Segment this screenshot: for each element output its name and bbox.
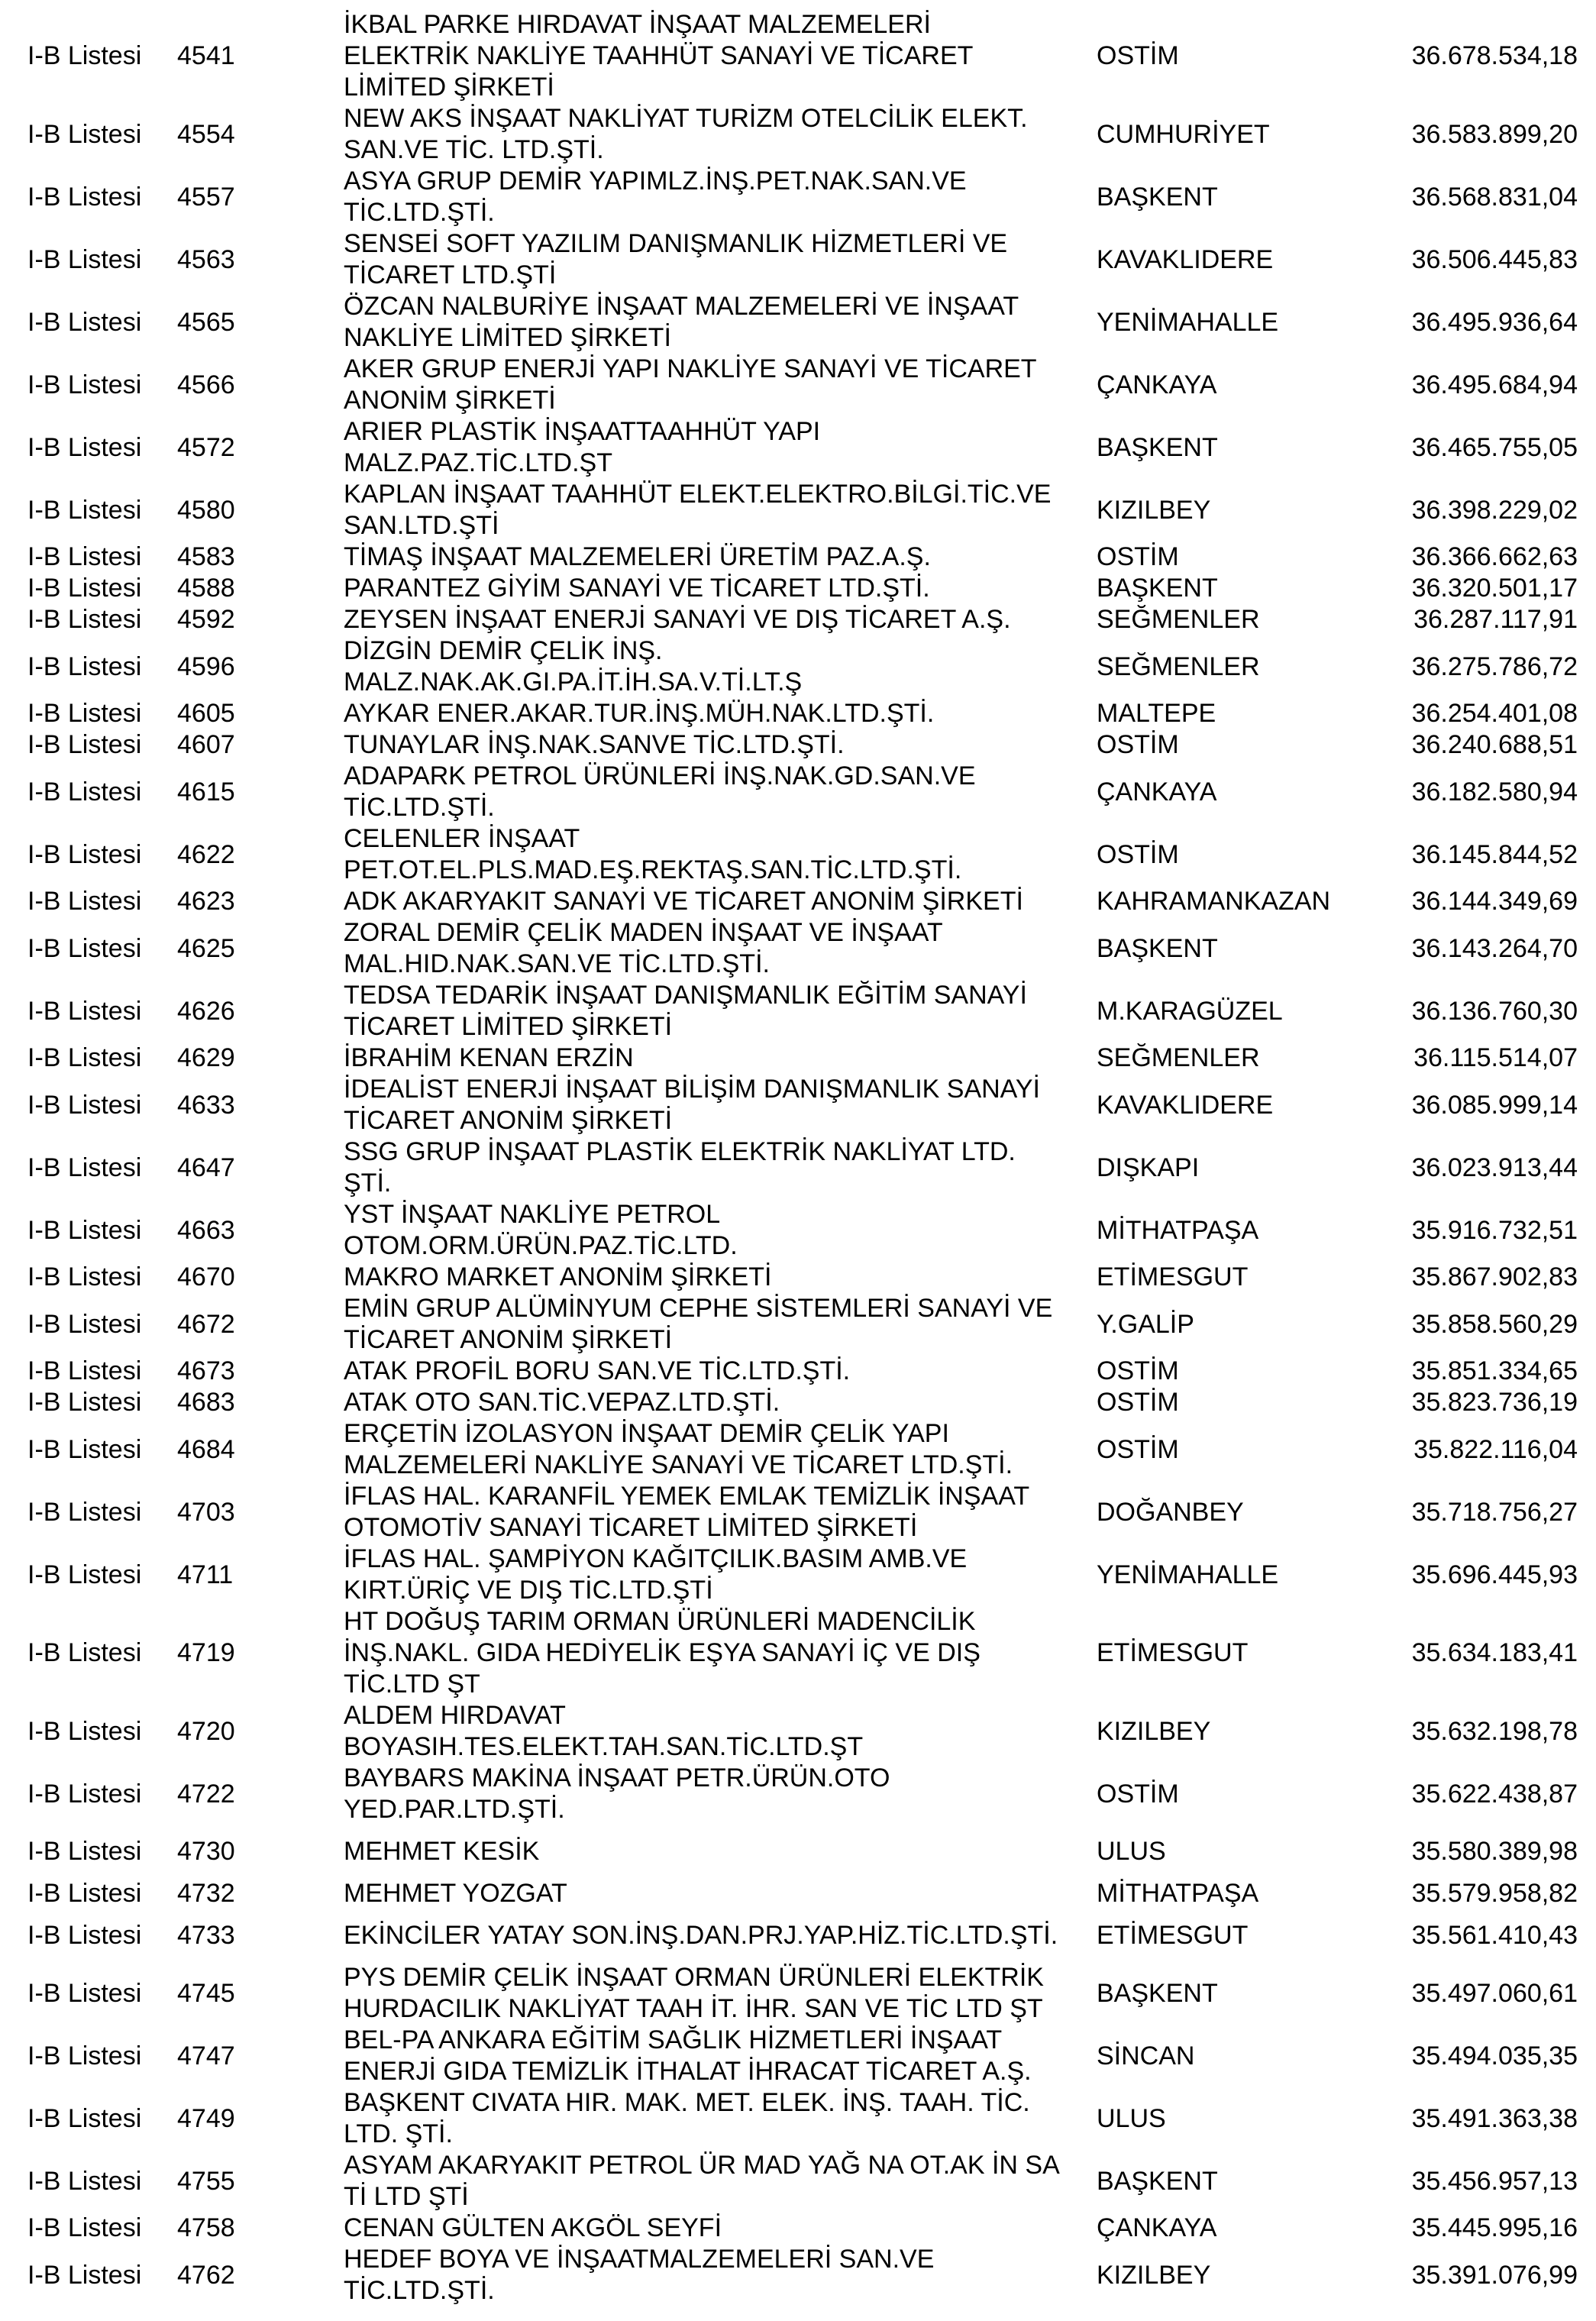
list-cell: I-B Listesi — [27, 574, 142, 603]
company-name-cell: ARIER PLASTİK İNŞAATTAAHHÜT YAPI MALZ.PAZ.TİC.LTD.ŞT — [344, 417, 821, 477]
tax-office-cell: KAVAKLIDERE — [1097, 1090, 1274, 1120]
row-number-cell: 4732 — [177, 1879, 235, 1908]
list-cell: I-B Listesi — [27, 699, 142, 728]
list-cell: I-B Listesi — [27, 2041, 142, 2070]
amount-cell: 35.916.732,51 — [1411, 1215, 1578, 1245]
tax-office-cell: KIZILBEY — [1097, 1716, 1211, 1746]
tax-office-cell: ULUS — [1097, 2103, 1166, 2133]
amount-cell: 36.495.684,94 — [1411, 370, 1578, 399]
table-row — [27, 917, 1578, 980]
list-cell: I-B Listesi — [27, 1638, 142, 1667]
amount-cell: 35.696.445,93 — [1411, 1560, 1578, 1589]
amount-cell: 35.561.410,43 — [1411, 1921, 1578, 1950]
company-name-cell: SSG GRUP İNŞAAT PLASTİK ELEKTRİK NAKLİYAT LTD. ŞTİ. — [344, 1137, 1016, 1198]
amount-cell: 36.320.501,17 — [1411, 574, 1578, 603]
company-name-cell: İFLAS HAL. ŞAMPİYON KAĞITÇILIK.BASIM AMB.VE KIRT.ÜRİÇ VE DIŞ TİC.LTD.ŞTİ — [344, 1544, 968, 1605]
table-row — [27, 1356, 1578, 1387]
list-cell: I-B Listesi — [27, 307, 142, 337]
amount-cell: 36.240.688,51 — [1411, 730, 1578, 759]
row-number-cell: 4605 — [177, 699, 235, 728]
amount-cell: 36.465.755,05 — [1411, 432, 1578, 462]
list-cell: I-B Listesi — [27, 1152, 142, 1182]
tax-office-cell: OSTİM — [1097, 1434, 1179, 1464]
table-row — [27, 823, 1578, 886]
amount-cell: 35.580.389,98 — [1411, 1837, 1578, 1866]
amount-cell: 35.579.958,82 — [1411, 1879, 1578, 1908]
tax-office-cell: OSTİM — [1097, 41, 1179, 70]
table-row — [27, 1418, 1578, 1481]
list-cell: I-B Listesi — [27, 1779, 142, 1809]
company-name-cell: ATAK PROFİL BORU SAN.VE TİC.LTD.ŞTİ. — [344, 1356, 851, 1385]
row-number-cell: 4623 — [177, 887, 235, 916]
row-number-cell: 4607 — [177, 730, 235, 759]
company-name-cell: SENSEİ SOFT YAZILIM DANIŞMANLIK HİZMETLERİ VE TİCARET LTD.ŞTİ — [344, 229, 1008, 289]
debtor-table — [27, 9, 1578, 2306]
list-cell: I-B Listesi — [27, 651, 142, 681]
tax-office-cell: BAŞKENT — [1097, 933, 1218, 963]
amount-cell: 36.085.999,14 — [1411, 1090, 1578, 1120]
tax-office-cell: MİTHATPAŞA — [1097, 1879, 1259, 1908]
row-number-cell: 4720 — [177, 1716, 235, 1746]
company-name-cell: TUNAYLAR İNŞ.NAK.SANVE TİC.LTD.ŞTİ. — [344, 730, 845, 759]
tax-office-cell: OSTİM — [1097, 839, 1179, 869]
list-cell: I-B Listesi — [27, 1434, 142, 1464]
company-name-cell: ALDEM HIRDAVAT BOYASIH.TES.ELEKT.TAH.SAN.TİC.LTD.ŞT — [344, 1701, 864, 1761]
amount-cell: 36.136.760,30 — [1411, 996, 1578, 1026]
tax-office-cell: MİTHATPAŞA — [1097, 1215, 1259, 1245]
company-name-cell: YST İNŞAAT NAKLİYE PETROL OTOM.ORM.ÜRÜN.PAZ.TİC.LTD. — [344, 1200, 738, 1260]
amount-cell: 35.718.756,27 — [1411, 1497, 1578, 1527]
table-row — [27, 698, 1578, 729]
tax-office-cell: BAŞKENT — [1097, 574, 1218, 603]
company-name-cell: MEHMET KESİK — [344, 1837, 540, 1866]
amount-cell: 36.275.786,72 — [1411, 651, 1578, 681]
list-cell: I-B Listesi — [27, 2166, 142, 2196]
row-number-cell: 4615 — [177, 777, 235, 807]
list-cell: I-B Listesi — [27, 1090, 142, 1120]
table-row — [27, 604, 1578, 635]
tax-office-cell: DIŞKAPI — [1097, 1152, 1200, 1182]
table-row — [27, 2025, 1578, 2087]
amount-cell: 35.445.995,16 — [1411, 2213, 1578, 2242]
list-cell: I-B Listesi — [27, 1560, 142, 1589]
table-row — [27, 479, 1578, 541]
table-row — [27, 291, 1578, 354]
company-name-cell: ZORAL DEMİR ÇELİK MADEN İNŞAAT VE İNŞAAT MAL.HID.NAK.SAN.VE TİC.LTD.ŞTİ. — [344, 918, 943, 978]
row-number-cell: 4719 — [177, 1638, 235, 1667]
table-row — [27, 1700, 1578, 1763]
company-name-cell: TİMAŞ İNŞAAT MALZEMELERİ ÜRETİM PAZ.A.Ş. — [344, 542, 931, 571]
row-number-cell: 4755 — [177, 2166, 235, 2196]
list-cell: I-B Listesi — [27, 2260, 142, 2290]
list-cell: I-B Listesi — [27, 1879, 142, 1908]
amount-cell: 35.391.076,99 — [1411, 2260, 1578, 2290]
tax-office-cell: KAHRAMANKAZAN — [1097, 887, 1331, 916]
amount-cell: 36.287.117,91 — [1413, 605, 1578, 634]
company-name-cell: ASYA GRUP DEMİR YAPIMLZ.İNŞ.PET.NAK.SAN.VE TİC.LTD.ŞTİ. — [344, 166, 967, 227]
list-cell: I-B Listesi — [27, 2103, 142, 2133]
company-name-cell: CELENLER İNŞAAT PET.OT.EL.PLS.MAD.EŞ.REKTAŞ.SAN.TİC.LTD.ŞTİ. — [344, 824, 962, 884]
tax-office-cell: BAŞKENT — [1097, 1978, 1218, 2008]
company-name-cell: EKİNCİLER YATAY SON.İNŞ.DAN.PRJ.YAP.HİZ.TİC.LTD.ŞTİ. — [344, 1921, 1058, 1950]
list-cell: I-B Listesi — [27, 1716, 142, 1746]
row-number-cell: 4572 — [177, 432, 235, 462]
table-row — [27, 1387, 1578, 1418]
amount-cell: 36.398.229,02 — [1411, 495, 1578, 525]
table-row — [27, 1262, 1578, 1293]
table-row — [27, 354, 1578, 416]
row-number-cell: 4711 — [177, 1560, 234, 1589]
company-name-cell: KAPLAN İNŞAAT TAAHHÜT ELEKT.ELEKTRO.BİLGİ.TİC.VE SAN.LTD.ŞTİ — [344, 480, 1052, 540]
tax-office-cell: ÇANKAYA — [1097, 2213, 1217, 2242]
table-row — [27, 573, 1578, 604]
company-name-cell: İFLAS HAL. KARANFİL YEMEK EMLAK TEMİZLİK İNŞAAT OTOMOTİV SANAYİ TİCARET LİMİTED ŞİRKETİ — [344, 1482, 1030, 1542]
list-cell: I-B Listesi — [27, 1043, 142, 1072]
company-name-cell: İDEALİST ENERJİ İNŞAAT BİLİŞİM DANIŞMANLIK SANAYİ TİCARET ANONİM ŞİRKETİ — [344, 1075, 1040, 1135]
amount-cell: 35.632.198,78 — [1411, 1716, 1578, 1746]
table-row — [27, 635, 1578, 698]
tax-office-cell: ETİMESGUT — [1097, 1262, 1249, 1291]
amount-cell: 35.822.116,04 — [1413, 1434, 1578, 1464]
company-name-cell: NEW AKS İNŞAAT NAKLİYAT TURİZM OTELCİLİK ELEKT. SAN.VE TİC. LTD.ŞTİ. — [344, 104, 1028, 164]
row-number-cell: 4733 — [177, 1921, 235, 1950]
table-row — [27, 166, 1578, 228]
tax-office-cell: DOĞANBEY — [1097, 1497, 1244, 1527]
tax-office-cell: ÇANKAYA — [1097, 370, 1217, 399]
row-number-cell: 4626 — [177, 996, 235, 1026]
row-number-cell: 4670 — [177, 1262, 235, 1291]
table-row — [27, 9, 1578, 103]
row-number-cell: 4625 — [177, 933, 235, 963]
row-number-cell: 4745 — [177, 1978, 235, 2008]
table-row — [27, 980, 1578, 1043]
table-row — [27, 1544, 1578, 1606]
tax-office-cell: Y.GALİP — [1097, 1309, 1194, 1339]
row-number-cell: 4565 — [177, 307, 235, 337]
tax-office-cell: ETİMESGUT — [1097, 1921, 1249, 1950]
table-row — [27, 541, 1578, 573]
company-name-cell: PYS DEMİR ÇELİK İNŞAAT ORMAN ÜRÜNLERİ ELEKTRİK HURDACILIK NAKLİYAT TAAH İT. İHR. SAN VE TİC LTD ŞT — [344, 1963, 1044, 2023]
list-cell: I-B Listesi — [27, 777, 142, 807]
tax-office-cell: ETİMESGUT — [1097, 1638, 1249, 1667]
table-row — [27, 1043, 1578, 1074]
list-cell: I-B Listesi — [27, 432, 142, 462]
list-cell: I-B Listesi — [27, 41, 142, 70]
table-body — [27, 9, 1578, 2306]
table-row — [27, 1825, 1578, 1878]
amount-cell: 36.254.401,08 — [1411, 699, 1578, 728]
company-name-cell: AYKAR ENER.AKAR.TUR.İNŞ.MÜH.NAK.LTD.ŞTİ. — [344, 699, 935, 728]
list-cell: I-B Listesi — [27, 542, 142, 571]
amount-cell: 35.622.438,87 — [1411, 1779, 1578, 1809]
tax-office-cell: KAVAKLIDERE — [1097, 244, 1274, 274]
row-number-cell: 4566 — [177, 370, 235, 399]
list-cell: I-B Listesi — [27, 730, 142, 759]
list-cell: I-B Listesi — [27, 1388, 142, 1417]
company-name-cell: ATAK OTO SAN.TİC.VEPAZ.LTD.ŞTİ. — [344, 1388, 780, 1417]
row-number-cell: 4588 — [177, 574, 235, 603]
amount-cell: 35.858.560,29 — [1411, 1309, 1578, 1339]
company-name-cell: DİZGİN DEMİR ÇELİK İNŞ. MALZ.NAK.AK.GI.PA.İT.İH.SA.V.Tİ.LT.Ş — [344, 636, 803, 697]
company-name-cell: BAŞKENT CIVATA HIR. MAK. MET. ELEK. İNŞ. TAAH. TİC. LTD. ŞTİ. — [344, 2088, 1030, 2148]
row-number-cell: 4673 — [177, 1356, 235, 1385]
company-name-cell: TEDSA TEDARİK İNŞAAT DANIŞMANLIK EĞİTİM SANAYİ TİCARET LİMİTED ŞİRKETİ — [344, 981, 1027, 1041]
row-number-cell: 4683 — [177, 1388, 235, 1417]
table-row — [27, 886, 1578, 917]
table-row — [27, 1074, 1578, 1136]
list-cell: I-B Listesi — [27, 1215, 142, 1245]
list-cell: I-B Listesi — [27, 1921, 142, 1950]
tax-office-cell: M.KARAGÜZEL — [1097, 996, 1283, 1026]
table-row — [27, 2244, 1578, 2306]
list-cell: I-B Listesi — [27, 839, 142, 869]
list-cell: I-B Listesi — [27, 1356, 142, 1385]
row-number-cell: 4647 — [177, 1152, 235, 1182]
row-number-cell: 4747 — [177, 2041, 235, 2070]
tax-office-cell: BAŞKENT — [1097, 2166, 1218, 2196]
row-number-cell: 4596 — [177, 651, 235, 681]
tax-office-cell: OSTİM — [1097, 1779, 1179, 1809]
tax-office-cell: YENİMAHALLE — [1097, 307, 1279, 337]
tax-office-cell: SEĞMENLER — [1097, 1043, 1260, 1072]
company-name-cell: İKBAL PARKE HIRDAVAT İNŞAAT MALZEMELERİ ELEKTRİK NAKLİYE TAAHHÜT SANAYİ VE TİCARET LİMİTED ŞİRKETİ — [344, 10, 974, 102]
table-row — [27, 1878, 1578, 1909]
company-name-cell: ÖZCAN NALBURİYE İNŞAAT MALZEMELERİ VE İNŞAAT NAKLİYE LİMİTED ŞİRKETİ — [344, 292, 1019, 352]
table-row — [27, 2213, 1578, 2244]
tax-office-cell: SEĞMENLER — [1097, 605, 1260, 634]
tax-office-cell: SİNCAN — [1097, 2041, 1195, 2070]
tax-office-cell: OSTİM — [1097, 730, 1179, 759]
company-name-cell: MEHMET YOZGAT — [344, 1879, 567, 1908]
company-name-cell: PARANTEZ GİYİM SANAYİ VE TİCARET LTD.ŞTİ. — [344, 574, 930, 603]
company-name-cell: HEDEF BOYA VE İNŞAATMALZEMELERİ SAN.VE TİC.LTD.ŞTİ. — [344, 2245, 935, 2305]
row-number-cell: 4684 — [177, 1434, 235, 1464]
tax-office-cell: BAŞKENT — [1097, 432, 1218, 462]
table-row — [27, 1481, 1578, 1544]
tax-office-cell: ULUS — [1097, 1837, 1166, 1866]
amount-cell: 36.583.899,20 — [1411, 119, 1578, 149]
row-number-cell: 4749 — [177, 2103, 235, 2133]
table-row — [27, 103, 1578, 166]
tax-office-cell: YENİMAHALLE — [1097, 1560, 1279, 1589]
row-number-cell: 4633 — [177, 1090, 235, 1120]
list-cell: I-B Listesi — [27, 933, 142, 963]
amount-cell: 36.678.534,18 — [1411, 41, 1578, 70]
company-name-cell: ADAPARK PETROL ÜRÜNLERİ İNŞ.NAK.GD.SAN.VE TİC.LTD.ŞTİ. — [344, 761, 976, 822]
list-cell: I-B Listesi — [27, 182, 142, 212]
tax-office-cell: OSTİM — [1097, 1388, 1179, 1417]
company-name-cell: ZEYSEN İNŞAAT ENERJİ SANAYİ VE DIŞ TİCARET A.Ş. — [344, 605, 1011, 634]
list-cell: I-B Listesi — [27, 244, 142, 274]
table-row — [27, 1962, 1578, 2025]
amount-cell: 36.182.580,94 — [1411, 777, 1578, 807]
company-name-cell: ASYAM AKARYAKIT PETROL ÜR MAD YAĞ NA OT.AK İN SA Tİ LTD ŞTİ — [344, 2151, 1060, 2211]
table-row — [27, 2087, 1578, 2150]
company-name-cell: İBRAHİM KENAN ERZİN — [344, 1043, 634, 1072]
list-cell: I-B Listesi — [27, 495, 142, 525]
table-row — [27, 416, 1578, 479]
tax-office-cell: OSTİM — [1097, 542, 1179, 571]
company-name-cell: BEL-PA ANKARA EĞİTİM SAĞLIK HİZMETLERİ İNŞAAT ENERJİ GIDA TEMİZLİK İTHALAT İHRACAT TİCARET A.Ş. — [344, 2025, 1032, 2086]
table-row — [27, 2150, 1578, 2213]
list-cell: I-B Listesi — [27, 2213, 142, 2242]
list-cell: I-B Listesi — [27, 1262, 142, 1291]
company-name-cell: CENAN GÜLTEN AKGÖL SEYFİ — [344, 2213, 722, 2242]
row-number-cell: 4557 — [177, 182, 235, 212]
company-name-cell: MAKRO MARKET ANONİM ŞİRKETİ — [344, 1262, 772, 1291]
list-cell: I-B Listesi — [27, 996, 142, 1026]
amount-cell: 36.495.936,64 — [1411, 307, 1578, 337]
tax-office-cell: CUMHURİYET — [1097, 119, 1270, 149]
amount-cell: 35.634.183,41 — [1411, 1638, 1578, 1667]
list-cell: I-B Listesi — [27, 119, 142, 149]
row-number-cell: 4583 — [177, 542, 235, 571]
row-number-cell: 4541 — [177, 41, 235, 70]
row-number-cell: 4663 — [177, 1215, 235, 1245]
row-number-cell: 4762 — [177, 2260, 235, 2290]
tax-office-cell: KIZILBEY — [1097, 2260, 1211, 2290]
row-number-cell: 4629 — [177, 1043, 235, 1072]
amount-cell: 36.023.913,44 — [1411, 1152, 1578, 1182]
tax-office-cell: SEĞMENLER — [1097, 651, 1260, 681]
amount-cell: 35.456.957,13 — [1411, 2166, 1578, 2196]
company-name-cell: BAYBARS MAKİNA İNŞAAT PETR.ÜRÜN.OTO YED.PAR.LTD.ŞTİ. — [344, 1763, 890, 1824]
amount-cell: 35.823.736,19 — [1411, 1388, 1578, 1417]
table-row — [27, 1293, 1578, 1356]
row-number-cell: 4563 — [177, 244, 235, 274]
row-number-cell: 4554 — [177, 119, 235, 149]
list-cell: I-B Listesi — [27, 1309, 142, 1339]
row-number-cell: 4672 — [177, 1309, 235, 1339]
row-number-cell: 4622 — [177, 839, 235, 869]
tax-office-cell: OSTİM — [1097, 1356, 1179, 1385]
row-number-cell: 4758 — [177, 2213, 235, 2242]
list-cell: I-B Listesi — [27, 887, 142, 916]
table-row — [27, 729, 1578, 761]
amount-cell: 35.851.334,65 — [1411, 1356, 1578, 1385]
company-name-cell: HT DOĞUŞ TARIM ORMAN ÜRÜNLERİ MADENCİLİK İNŞ.NAKL. GIDA HEDİYELİK EŞYA SANAYİ İÇ VE DIŞ TİC.LTD ŞT — [344, 1607, 981, 1699]
amount-cell: 36.145.844,52 — [1411, 839, 1578, 869]
tax-office-cell: MALTEPE — [1097, 699, 1216, 728]
amount-cell: 36.568.831,04 — [1411, 182, 1578, 212]
tax-office-cell: KIZILBEY — [1097, 495, 1211, 525]
row-number-cell: 4703 — [177, 1497, 235, 1527]
table-row — [27, 1199, 1578, 1262]
row-number-cell: 4592 — [177, 605, 235, 634]
company-name-cell: AKER GRUP ENERJİ YAPI NAKLİYE SANAYİ VE TİCARET ANONİM ŞİRKETİ — [344, 354, 1037, 415]
row-number-cell: 4580 — [177, 495, 235, 525]
row-number-cell: 4722 — [177, 1779, 235, 1809]
list-cell: I-B Listesi — [27, 370, 142, 399]
table-row — [27, 1136, 1578, 1199]
amount-cell: 36.366.662,63 — [1411, 542, 1578, 571]
company-name-cell: ERÇETİN İZOLASYON İNŞAAT DEMİR ÇELİK YAPI MALZEMELERİ NAKLİYE SANAYİ VE TİCARET LTD.ŞTİ. — [344, 1419, 1013, 1479]
table-row — [27, 228, 1578, 291]
amount-cell: 35.497.060,61 — [1411, 1978, 1578, 2008]
amount-cell: 36.115.514,07 — [1413, 1043, 1578, 1072]
amount-cell: 35.494.035,35 — [1411, 2041, 1578, 2070]
amount-cell: 35.867.902,83 — [1411, 1262, 1578, 1291]
list-cell: I-B Listesi — [27, 605, 142, 634]
table-row — [27, 1763, 1578, 1825]
amount-cell: 36.143.264,70 — [1411, 933, 1578, 963]
amount-cell: 36.506.445,83 — [1411, 244, 1578, 274]
table-row — [27, 761, 1578, 823]
tax-office-cell: ÇANKAYA — [1097, 777, 1217, 807]
amount-cell: 36.144.349,69 — [1411, 887, 1578, 916]
table-row — [27, 1909, 1578, 1962]
list-cell: I-B Listesi — [27, 1978, 142, 2008]
tax-office-cell: BAŞKENT — [1097, 182, 1218, 212]
company-name-cell: EMİN GRUP ALÜMİNYUM CEPHE SİSTEMLERİ SANAYİ VE TİCARET ANONİM ŞİRKETİ — [344, 1294, 1053, 1354]
row-number-cell: 4730 — [177, 1837, 235, 1866]
list-cell: I-B Listesi — [27, 1497, 142, 1527]
list-cell: I-B Listesi — [27, 1837, 142, 1866]
table-row — [27, 1606, 1578, 1700]
company-name-cell: ADK AKARYAKIT SANAYİ VE TİCARET ANONİM ŞİRKETİ — [344, 887, 1023, 916]
amount-cell: 35.491.363,38 — [1411, 2103, 1578, 2133]
